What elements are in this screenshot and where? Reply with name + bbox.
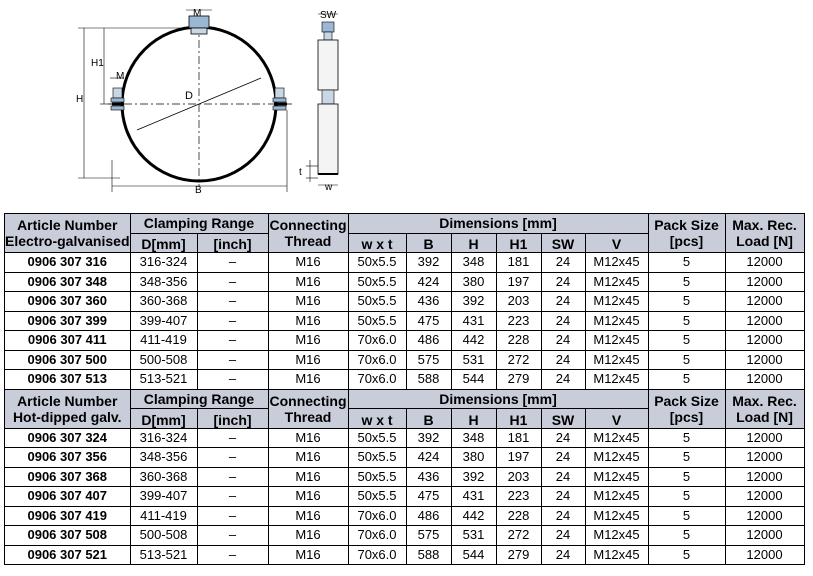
table-cell: 50x5.5 — [348, 253, 406, 273]
table-cell: 475 — [406, 487, 451, 507]
table-cell: 411-419 — [130, 331, 197, 351]
table-cell: 5 — [648, 311, 725, 331]
table-cell: 486 — [406, 331, 451, 351]
table-cell: 316-324 — [130, 428, 197, 448]
table-cell: 197 — [496, 448, 541, 468]
table-cell: 70x6.0 — [348, 370, 406, 390]
header-d-mm: D[mm] — [130, 409, 197, 429]
m-top-label: M — [193, 8, 202, 19]
table-cell: 24 — [541, 292, 585, 312]
header-pack-size-line-1: Pack Size — [654, 217, 719, 233]
table-cell: 431 — [451, 311, 496, 331]
table-cell: M16 — [268, 506, 348, 526]
table-row — [5, 448, 805, 468]
header-clamping-range: Clamping Range — [130, 214, 268, 234]
table-cell: 544 — [451, 545, 496, 565]
table-cell: 588 — [406, 370, 451, 390]
table-cell: 24 — [541, 350, 585, 370]
table-cell: 442 — [451, 506, 496, 526]
article-number-cell: 0906 307 500 — [5, 350, 131, 370]
b-label: B — [195, 185, 202, 196]
table-cell: M16 — [268, 253, 348, 273]
table-cell: M16 — [268, 545, 348, 565]
table-cell: 50x5.5 — [348, 272, 406, 292]
table-cell: – — [197, 292, 268, 312]
table-cell: 5 — [648, 350, 725, 370]
header-row-top — [5, 214, 805, 234]
table-cell: 181 — [496, 428, 541, 448]
table-cell: 203 — [496, 292, 541, 312]
header-dim-4: SW — [541, 409, 585, 429]
table-cell: 531 — [451, 350, 496, 370]
table-cell: 392 — [406, 428, 451, 448]
header-dim-3: H1 — [496, 233, 541, 253]
table-cell: 12000 — [725, 467, 804, 487]
table-cell: 12000 — [725, 272, 804, 292]
table-cell: M16 — [268, 311, 348, 331]
table-cell: 5 — [648, 428, 725, 448]
article-number-cell: 0906 307 407 — [5, 487, 131, 507]
table-cell: M12x45 — [585, 526, 648, 546]
header-max-load — [725, 214, 804, 253]
table-cell: 360-368 — [130, 292, 197, 312]
table-cell: 181 — [496, 253, 541, 273]
table-cell: 24 — [541, 311, 585, 331]
table-row — [5, 506, 805, 526]
table-cell: 279 — [496, 545, 541, 565]
table-cell: 228 — [496, 506, 541, 526]
table-cell: 436 — [406, 467, 451, 487]
table-cell: M16 — [268, 331, 348, 351]
table-cell: M12x45 — [585, 467, 648, 487]
table-cell: 360-368 — [130, 467, 197, 487]
table-cell: 12000 — [725, 428, 804, 448]
table-cell: 588 — [406, 545, 451, 565]
table-cell: – — [197, 545, 268, 565]
header-dim-0: w x t — [348, 409, 406, 429]
article-number-cell: 0906 307 316 — [5, 253, 131, 273]
table-cell: M16 — [268, 350, 348, 370]
table-cell: – — [197, 467, 268, 487]
table-cell: 24 — [541, 467, 585, 487]
table-row — [5, 350, 805, 370]
article-number-cell: 0906 307 360 — [5, 292, 131, 312]
table-row — [5, 272, 805, 292]
table-cell: 436 — [406, 292, 451, 312]
article-number-cell: 0906 307 508 — [5, 526, 131, 546]
m-left-label: M — [116, 71, 125, 82]
table-cell: 24 — [541, 487, 585, 507]
table-cell: 70x6.0 — [348, 526, 406, 546]
pipe-clamp-drawing — [0, 0, 813, 205]
header-row-top — [5, 389, 805, 409]
table-cell: 50x5.5 — [348, 292, 406, 312]
header-max-load-line-2: Load [N] — [736, 233, 793, 249]
table-row — [5, 292, 805, 312]
header-max-load-line-1: Max. Rec. — [732, 392, 797, 409]
header-article-number-line-1: Article Number — [17, 217, 118, 233]
header-dim-0: w x t — [348, 233, 406, 253]
table-cell: M12x45 — [585, 448, 648, 468]
table-cell: 12000 — [725, 487, 804, 507]
table-row — [5, 487, 805, 507]
table-cell: 24 — [541, 370, 585, 390]
table-cell: 12000 — [725, 545, 804, 565]
table-cell: 228 — [496, 331, 541, 351]
table-cell: M16 — [268, 526, 348, 546]
table-cell: M12x45 — [585, 331, 648, 351]
table-cell: 399-407 — [130, 311, 197, 331]
side-view — [299, 10, 338, 193]
table-cell: 12000 — [725, 350, 804, 370]
table-row — [5, 331, 805, 351]
header-pack-size-line-2: [pcs] — [669, 233, 704, 249]
table-cell: M12x45 — [585, 292, 648, 312]
table-cell: – — [197, 311, 268, 331]
header-dim-3: H1 — [496, 409, 541, 429]
table-cell: 12000 — [725, 331, 804, 351]
header-dim-4: SW — [541, 233, 585, 253]
table-cell: 348-356 — [130, 448, 197, 468]
table-cell: M16 — [268, 487, 348, 507]
article-number-cell: 0906 307 368 — [5, 467, 131, 487]
header-max-load — [725, 389, 804, 428]
table-cell: 531 — [451, 526, 496, 546]
table-row — [5, 467, 805, 487]
table-cell: – — [197, 428, 268, 448]
header-connecting-thread — [268, 389, 348, 428]
table-cell: 5 — [648, 526, 725, 546]
header-article-number-line-2: Electro-galvanised — [5, 233, 130, 249]
table-cell: 5 — [648, 370, 725, 390]
table-cell: 272 — [496, 526, 541, 546]
table-cell: 475 — [406, 311, 451, 331]
table-cell: 348-356 — [130, 272, 197, 292]
table-cell: 24 — [541, 331, 585, 351]
header-article-number — [5, 389, 131, 428]
table-cell: M12x45 — [585, 350, 648, 370]
table-cell: 424 — [406, 448, 451, 468]
table-cell: M12x45 — [585, 253, 648, 273]
header-pack-size-line-2: [pcs] — [669, 408, 704, 425]
table-cell: M12x45 — [585, 487, 648, 507]
sw-label: SW — [320, 10, 337, 21]
header-inch: [inch] — [197, 409, 268, 429]
header-max-load-line-1: Max. Rec. — [732, 217, 797, 233]
header-dim-1: B — [406, 233, 451, 253]
table-row — [5, 428, 805, 448]
header-dim-1: B — [406, 409, 451, 429]
article-number-cell: 0906 307 356 — [5, 448, 131, 468]
table-cell: M16 — [268, 370, 348, 390]
header-dim-5: V — [585, 233, 648, 253]
t-label: t — [299, 167, 302, 178]
table-cell: 5 — [648, 506, 725, 526]
header-clamping-range: Clamping Range — [130, 389, 268, 409]
table-cell: 399-407 — [130, 487, 197, 507]
table-cell: 5 — [648, 448, 725, 468]
table-row — [5, 370, 805, 390]
header-dim-2: H — [451, 233, 496, 253]
table-cell: 12000 — [725, 292, 804, 312]
table-cell: 50x5.5 — [348, 311, 406, 331]
header-connecting-thread-line-1: Connecting — [269, 217, 347, 233]
table-cell: M16 — [268, 292, 348, 312]
article-number-cell: 0906 307 513 — [5, 370, 131, 390]
table-cell: 392 — [406, 253, 451, 273]
table-cell: – — [197, 448, 268, 468]
table-cell: 197 — [496, 272, 541, 292]
header-dimensions: Dimensions [mm] — [348, 389, 648, 409]
header-connecting-thread-line-1: Connecting — [269, 392, 347, 409]
table-cell: 12000 — [725, 253, 804, 273]
table-cell: – — [197, 350, 268, 370]
table-cell: 442 — [451, 331, 496, 351]
header-article-number-line-2: Hot-dipped galv. — [12, 408, 122, 425]
table-cell: 5 — [648, 331, 725, 351]
table-cell: – — [197, 487, 268, 507]
table-cell: M16 — [268, 467, 348, 487]
header-inch: [inch] — [197, 233, 268, 253]
table-cell: M12x45 — [585, 545, 648, 565]
table-cell: 24 — [541, 506, 585, 526]
table-cell: 575 — [406, 350, 451, 370]
table-cell: 24 — [541, 448, 585, 468]
table-cell: 380 — [451, 448, 496, 468]
table-cell: 272 — [496, 350, 541, 370]
table-cell: M12x45 — [585, 370, 648, 390]
table-cell: 544 — [451, 370, 496, 390]
table-cell: 5 — [648, 253, 725, 273]
table-cell: 513-521 — [130, 370, 197, 390]
table-cell: 12000 — [725, 506, 804, 526]
table-cell: 486 — [406, 506, 451, 526]
right-bolt — [273, 88, 286, 110]
table-cell: 24 — [541, 526, 585, 546]
table-cell: 12000 — [725, 370, 804, 390]
table-cell: 12000 — [725, 448, 804, 468]
table-cell: 70x6.0 — [348, 545, 406, 565]
table-cell: 5 — [648, 292, 725, 312]
table-cell: 575 — [406, 526, 451, 546]
table-cell: 5 — [648, 545, 725, 565]
table-cell: 50x5.5 — [348, 487, 406, 507]
h1-label: H1 — [91, 58, 104, 69]
table-row — [5, 526, 805, 546]
table-cell: 411-419 — [130, 506, 197, 526]
table-cell: 279 — [496, 370, 541, 390]
table-cell: – — [197, 506, 268, 526]
table-cell: M12x45 — [585, 272, 648, 292]
table-cell: 5 — [648, 272, 725, 292]
article-number-cell: 0906 307 399 — [5, 311, 131, 331]
table-cell: 5 — [648, 467, 725, 487]
header-dimensions: Dimensions [mm] — [348, 214, 648, 234]
table-cell: 24 — [541, 272, 585, 292]
left-bolt — [111, 88, 124, 110]
header-connecting-thread-line-2: Thread — [284, 408, 332, 425]
table-cell: – — [197, 331, 268, 351]
table-cell: – — [197, 272, 268, 292]
table-cell: – — [197, 253, 268, 273]
table-cell: 24 — [541, 545, 585, 565]
table-cell: 392 — [451, 292, 496, 312]
table-cell: 12000 — [725, 311, 804, 331]
table-cell: M16 — [268, 428, 348, 448]
header-pack-size — [648, 214, 725, 253]
table-cell: 50x5.5 — [348, 428, 406, 448]
table-cell: 513-521 — [130, 545, 197, 565]
d-label: D — [185, 90, 193, 102]
table-cell: M12x45 — [585, 428, 648, 448]
table-cell: 348 — [451, 253, 496, 273]
table-cell: 12000 — [725, 526, 804, 546]
table-cell: M16 — [268, 448, 348, 468]
table-cell: 392 — [451, 467, 496, 487]
article-number-cell: 0906 307 348 — [5, 272, 131, 292]
table-cell: 380 — [451, 272, 496, 292]
table-cell: 316-324 — [130, 253, 197, 273]
header-connecting-thread-line-2: Thread — [284, 233, 332, 249]
header-max-load-line-2: Load [N] — [736, 408, 793, 425]
table-cell: M12x45 — [585, 506, 648, 526]
h-label: H — [76, 94, 84, 105]
table-cell: 24 — [541, 253, 585, 273]
table-cell: 500-508 — [130, 526, 197, 546]
table-cell: – — [197, 526, 268, 546]
table-cell: 348 — [451, 428, 496, 448]
table-cell: 50x5.5 — [348, 467, 406, 487]
table-cell: 203 — [496, 467, 541, 487]
article-number-cell: 0906 307 411 — [5, 331, 131, 351]
table-row — [5, 311, 805, 331]
table-cell: 431 — [451, 487, 496, 507]
table-cell: 223 — [496, 487, 541, 507]
table-row — [5, 253, 805, 273]
header-connecting-thread — [268, 214, 348, 253]
header-dim-5: V — [585, 409, 648, 429]
article-number-cell: 0906 307 419 — [5, 506, 131, 526]
table-cell: 5 — [648, 487, 725, 507]
table-cell: 70x6.0 — [348, 350, 406, 370]
article-number-cell: 0906 307 324 — [5, 428, 131, 448]
specification-table — [4, 213, 805, 565]
table-cell: 500-508 — [130, 350, 197, 370]
table-cell: 424 — [406, 272, 451, 292]
w-label: w — [325, 182, 333, 193]
table-cell: M12x45 — [585, 311, 648, 331]
header-dim-2: H — [451, 409, 496, 429]
header-pack-size-line-1: Pack Size — [654, 392, 719, 409]
table-cell: 223 — [496, 311, 541, 331]
table-row — [5, 545, 805, 565]
header-pack-size — [648, 389, 725, 428]
table-cell: 24 — [541, 428, 585, 448]
table-cell: – — [197, 370, 268, 390]
header-d-mm: D[mm] — [130, 233, 197, 253]
table-cell: 50x5.5 — [348, 448, 406, 468]
article-number-cell: 0906 307 521 — [5, 545, 131, 565]
table-cell: 70x6.0 — [348, 331, 406, 351]
header-article-number — [5, 214, 131, 253]
table-cell: 70x6.0 — [348, 506, 406, 526]
table-cell: M16 — [268, 272, 348, 292]
header-article-number-line-1: Article Number — [17, 392, 118, 409]
